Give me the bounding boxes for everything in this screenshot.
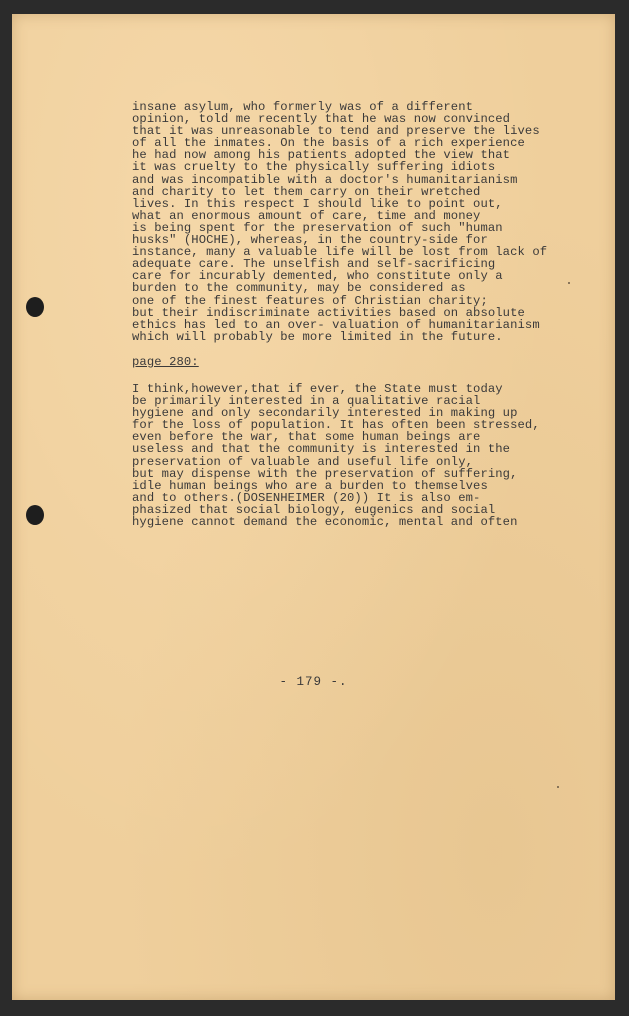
paper-speck xyxy=(557,786,559,788)
text-line: husks" (HOCHE), whereas, in the country-side for xyxy=(132,233,488,248)
text-line: lives. In this respect I should like to point out, xyxy=(132,196,503,211)
text-line: idle human beings who are a burden to themselves xyxy=(132,478,488,493)
text-line: ethics has led to an over- valuation of humanitarianism xyxy=(132,317,540,332)
text-line: burden to the community, may be considered as xyxy=(132,281,466,296)
text-line: insane asylum, who formerly was of a different xyxy=(132,100,474,114)
text-line: but may dispense with the preservation of suffering, xyxy=(132,466,518,481)
paragraph-1 xyxy=(132,101,592,343)
text-line: phasized that social biology, eugenics and social xyxy=(132,502,496,517)
text-line: hygiene and only secondarily interested in making up xyxy=(132,406,518,421)
text-line: care for incurably demented, who constitute only a xyxy=(132,269,503,284)
text-line: which will probably be more limited in the future. xyxy=(132,329,503,344)
text-line: even before the war, that some human beings are xyxy=(132,430,481,445)
text-line: and was incompatible with a doctor's humanitarianism xyxy=(132,172,518,187)
punch-hole-top xyxy=(26,297,44,317)
text-line: opinion, told me recently that he was now convinced xyxy=(132,112,511,127)
text-line: useless and that the community is interested in the xyxy=(132,442,511,457)
text-line: but their indiscriminate activities based on absolute xyxy=(132,305,525,320)
text-line: be primarily interested in a qualitative racial xyxy=(132,394,481,409)
text-line: that it was unreasonable to tend and preserve the lives xyxy=(132,124,540,139)
text-line: it was cruelty to the physically suffering idiots xyxy=(132,160,496,175)
text-line: for the loss of population. It has often been stressed, xyxy=(132,418,540,433)
text-line: preservation of valuable and useful life only, xyxy=(132,454,474,469)
text-line: adequate care. The unselfish and self-sacrificing xyxy=(132,257,496,272)
text-line: and charity to let them carry on their wretched xyxy=(132,184,481,199)
section-heading: page 280: xyxy=(132,354,199,369)
text-line: one of the finest features of Christian charity; xyxy=(132,293,488,308)
punch-hole-bottom xyxy=(26,505,44,525)
typed-text-body xyxy=(132,101,592,528)
text-line: of all the inmates. On the basis of a rich experience xyxy=(132,136,525,151)
text-line: and to others.(DOSENHEIMER (20)) It is also em- xyxy=(132,490,481,505)
text-line: he had now among his patients adopted the view that xyxy=(132,148,511,163)
text-line: I think,however,that if ever, the State must today xyxy=(132,381,503,396)
text-line: instance, many a valuable life will be lost from lack of xyxy=(132,245,548,260)
page-number: - 179 -. xyxy=(279,675,348,689)
text-line: what an enormous amount of care, time and money xyxy=(132,208,481,223)
text-line: hygiene cannot demand the economic, mental and often xyxy=(132,515,518,529)
document-page xyxy=(12,14,615,1000)
paragraph-2 xyxy=(132,383,592,528)
text-line: is being spent for the preservation of such "human xyxy=(132,220,503,235)
